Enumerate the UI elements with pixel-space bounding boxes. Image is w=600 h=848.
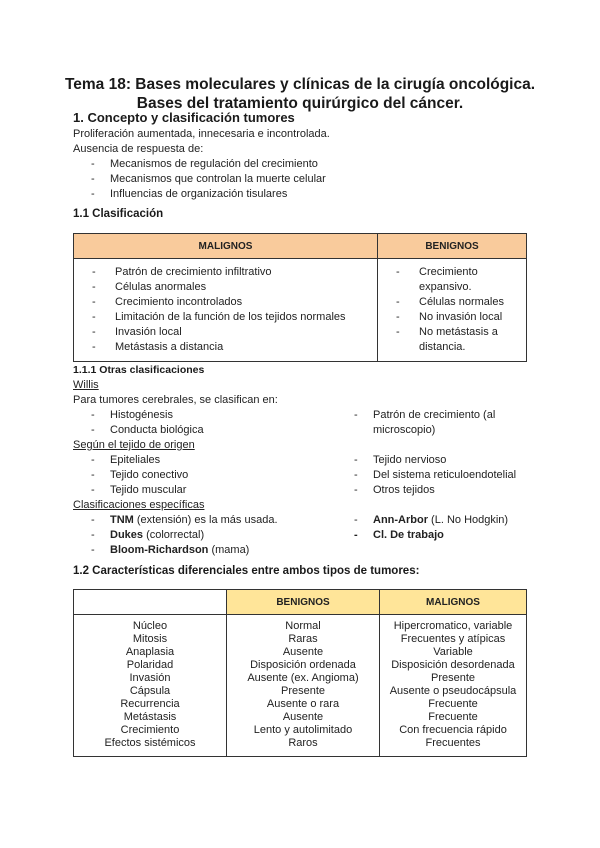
comparison-table (73, 589, 527, 757)
list-item: - Histogénesis (73, 408, 336, 423)
table-cell: Frecuente (428, 711, 478, 723)
subheading: Willis (73, 379, 99, 391)
list-item: - Mecanismos de regulación del crecimiento (73, 157, 533, 172)
table-cell: Mitosis (132, 633, 168, 645)
list-item: - Invasión local (74, 325, 377, 340)
table-cell: Cápsula (129, 685, 171, 697)
list-item: - Crecimiento expansivo. (378, 265, 494, 295)
title-line: Bases del tratamiento quirúrgico del cáncer. (136, 95, 464, 112)
table-cell: Ausente o pseudocápsula (389, 685, 517, 697)
list-item: - Patrón de crecimiento (al microscopio) (336, 408, 513, 438)
section-1-body (73, 127, 533, 202)
term-detail: (extensión) es la más usada. (133, 514, 278, 526)
table-cell: Lento y autolimitado (253, 724, 353, 736)
malignos-cell (74, 259, 378, 362)
term-detail: (mama) (208, 544, 250, 556)
table-cell: Presente (430, 672, 476, 684)
section-heading: 1.1.1 Otras clasificaciones (73, 364, 205, 376)
table-cell: Anaplasia (125, 646, 175, 658)
classification-table (73, 233, 527, 362)
header-feature (74, 590, 227, 615)
list-item: - Del sistema reticuloendotelial (336, 468, 516, 483)
table-cell: Presente (280, 685, 326, 697)
list-item: - Células normales (378, 295, 526, 310)
header-benignos: BENIGNOS (378, 234, 527, 259)
table-cell: Frecuentes (425, 737, 481, 749)
list-item: - Otros tejidos (336, 483, 516, 498)
subheading: Clasificaciones específicas (73, 499, 205, 511)
table-cell: Metástasis (123, 711, 177, 723)
list-item: - Tejido nervioso (336, 453, 516, 468)
table-cell: Núcleo (132, 620, 168, 632)
malignos-column (380, 615, 527, 757)
list-item: - Mecanismos que controlan la muerte celular (73, 172, 533, 187)
list-item: - No invasión local (378, 310, 526, 325)
term-detail: (L. No Hodgkin) (428, 514, 509, 526)
section-heading: 1. Concepto y clasificación tumores (73, 110, 295, 125)
bold-term: Cl. De trabajo (373, 529, 444, 541)
table-cell: Raros (288, 737, 318, 749)
table-cell: Efectos sistémicos (104, 737, 196, 749)
subheading: Según el tejido de origen (73, 439, 195, 451)
section-heading: 1.1 Clasificación (73, 208, 164, 220)
bold-term: TNM (110, 514, 134, 526)
list-item (336, 528, 508, 543)
list-item: - Crecimiento incontrolados (74, 295, 377, 310)
table-cell: Ausente (282, 646, 324, 658)
table-cell: Con frecuencia rápido (399, 724, 507, 736)
table-cell: Frecuente (428, 698, 478, 710)
header-malignos: MALIGNOS (74, 234, 378, 259)
paragraph: Para tumores cerebrales, se clasifican en: (73, 394, 278, 406)
table-cell: Polaridad (126, 659, 174, 671)
table-cell: Crecimiento (120, 724, 180, 736)
table-cell: Disposición ordenada (250, 659, 356, 671)
benignos-cell (378, 259, 527, 362)
table-cell: Ausente (ex. Angioma) (247, 672, 359, 684)
other-classifications (73, 363, 533, 558)
table-cell: Ausente (282, 711, 324, 723)
section-heading: 1.2 Características diferenciales entre ambos tipos de tumores: (73, 565, 420, 577)
table-cell: Ausente o rara (266, 698, 340, 710)
header-benignos: BENIGNOS (227, 590, 380, 615)
features-column (74, 615, 227, 757)
table-cell: Normal (285, 620, 321, 632)
list-item (73, 543, 336, 558)
table-cell: Variable (433, 646, 473, 658)
bold-term: Bloom-Richardson (110, 544, 209, 556)
bold-term: Dukes (110, 529, 144, 541)
table-cell: Hipercromatico, variable (393, 620, 513, 632)
table-cell: Raras (288, 633, 318, 645)
list-item: - Tejido muscular (73, 483, 336, 498)
page-title (40, 75, 560, 113)
list-item: - Conducta biológica (73, 423, 336, 438)
list-item: - Patrón de crecimiento infiltrativo (74, 265, 377, 280)
list-item: - Limitación de la función de los tejidos normales (74, 310, 377, 325)
table-cell: Frecuentes y atípicas (400, 633, 506, 645)
table-cell: Invasión (129, 672, 171, 684)
list-item (73, 528, 336, 543)
title-line: Tema 18: Bases moleculares y clínicas de la cirugía oncológica. (64, 76, 536, 93)
list-item: - Epiteliales (73, 453, 336, 468)
table-cell: Disposición desordenada (391, 659, 515, 671)
table-cell: Recurrencia (120, 698, 180, 710)
list-item: - No metástasis a distancia. (378, 325, 499, 355)
list-item: - Células anormales (74, 280, 377, 295)
list-item (336, 513, 508, 528)
list-item: - Metástasis a distancia (74, 340, 377, 355)
paragraph: Ausencia de respuesta de: (73, 143, 204, 155)
term-detail: (colorrectal) (143, 529, 205, 541)
list-item: - Tejido conectivo (73, 468, 336, 483)
list-item (73, 513, 336, 528)
bold-term: Ann-Arbor (373, 514, 428, 526)
benignos-column (227, 615, 380, 757)
list-item: - Influencias de organización tisulares (73, 187, 533, 202)
header-malignos: MALIGNOS (380, 590, 527, 615)
paragraph: Proliferación aumentada, innecesaria e incontrolada. (73, 128, 330, 140)
